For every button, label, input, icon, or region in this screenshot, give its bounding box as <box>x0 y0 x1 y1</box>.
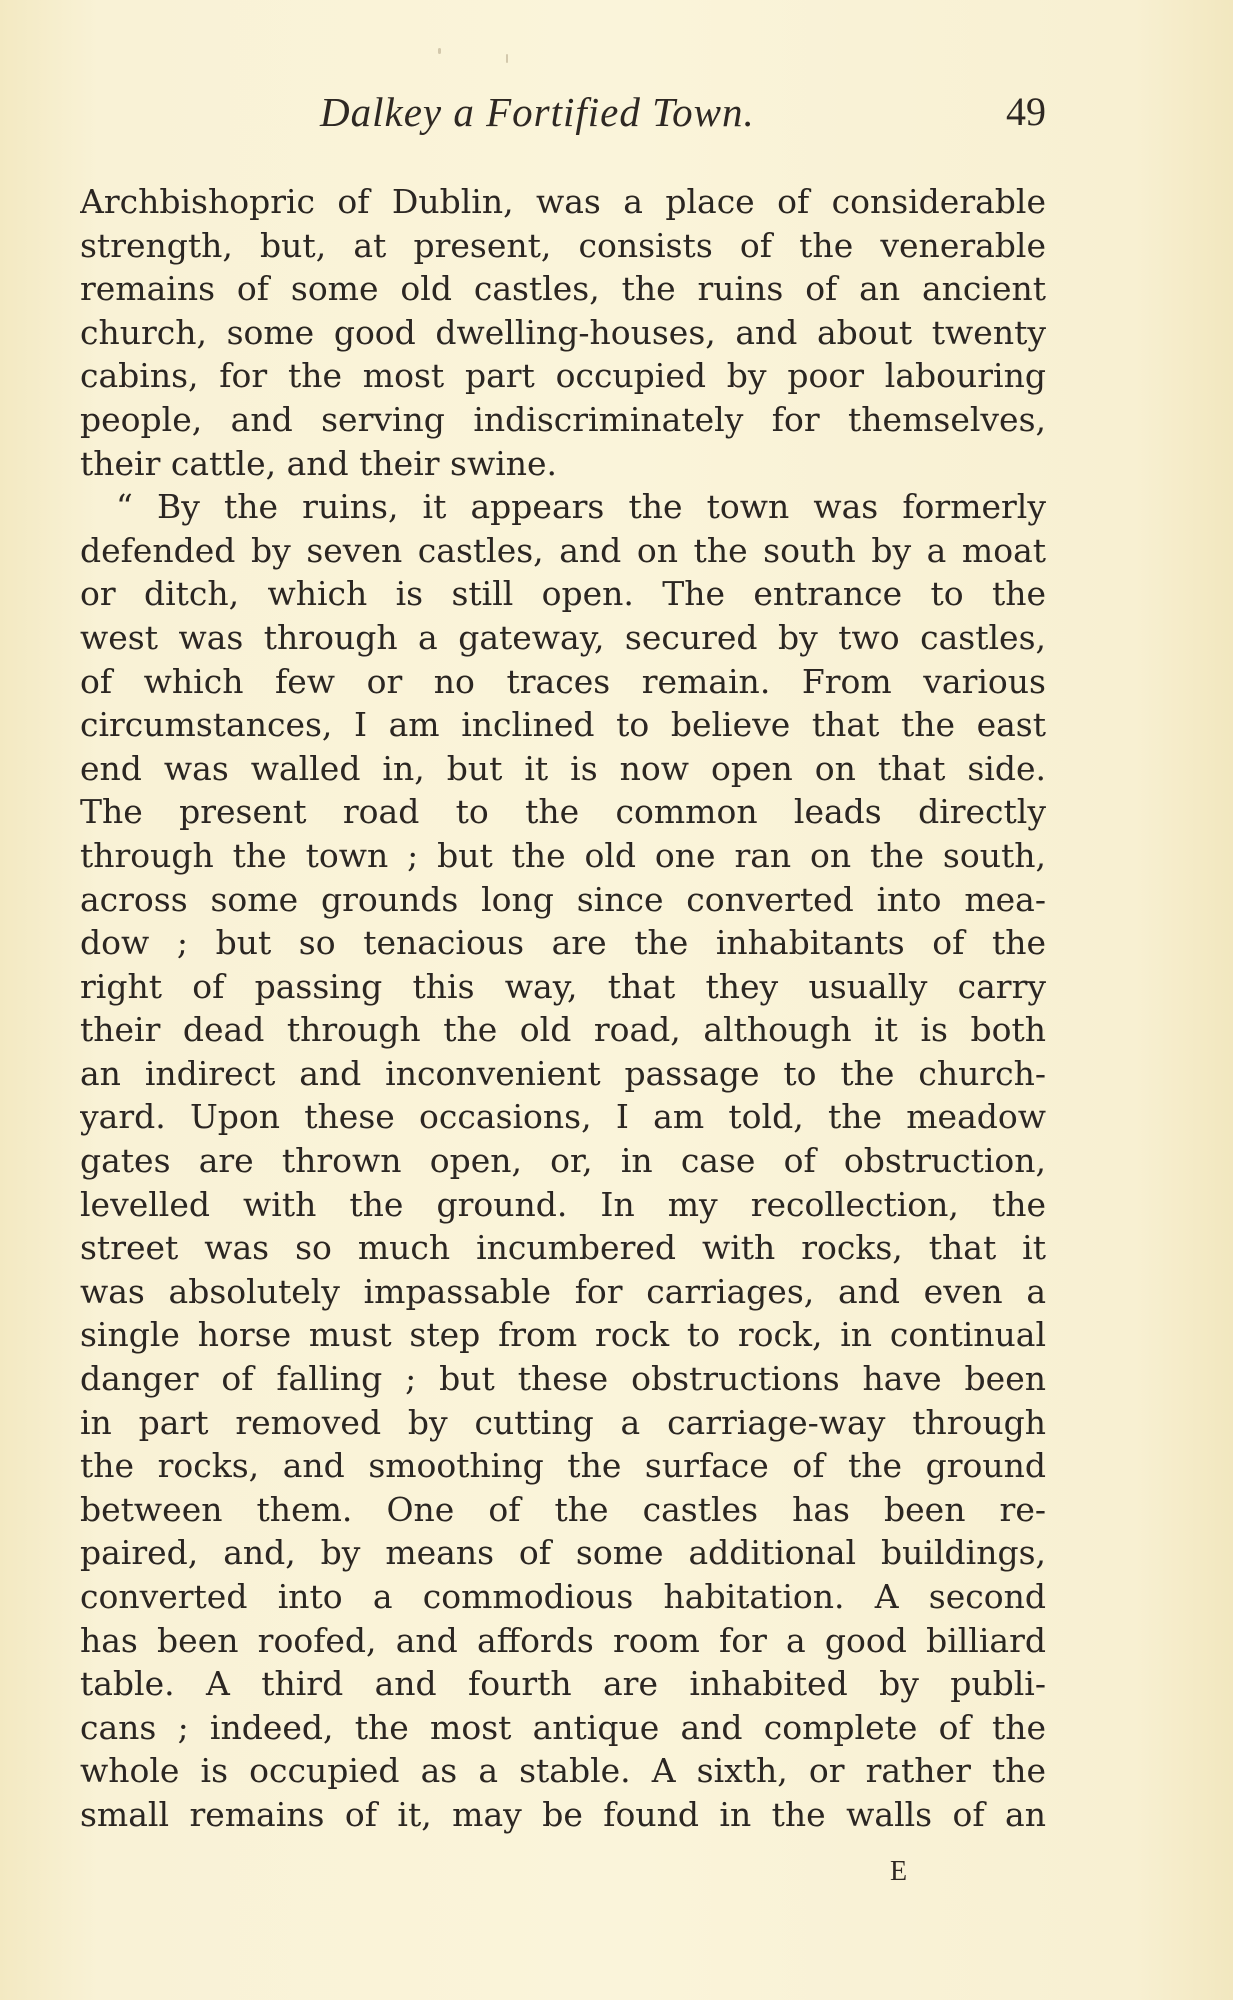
text-line: The present road to the common leads directly <box>80 792 1046 832</box>
text-line: converted into a commodious habitation. A second <box>80 1577 1046 1616</box>
text-line: Archbishopric of Dublin, was a place of considerable <box>80 182 1046 221</box>
text-line: of which few or no traces remain. From various <box>80 661 1046 701</box>
text-line: right of passing this way, that they usually carry <box>80 966 1046 1006</box>
text-line: strength, but, at present, consists of the venerable <box>80 225 1046 265</box>
text-line: end was walled in, but it is now open on that side. <box>80 748 1046 788</box>
text-line: church, some good dwelling-houses, and about twenty <box>80 312 1046 352</box>
text-line: defended by seven castles, and on the south by a moat <box>80 530 1046 570</box>
text-line: the rocks, and smoothing the surface of the ground <box>80 1446 1046 1486</box>
text-line: gates are thrown open, or, in case of obstruction, <box>80 1141 1046 1181</box>
text-line: or ditch, which is still open. The entrance to the <box>80 574 1046 614</box>
text-line: west was through a gateway, secured by two castles, <box>80 617 1046 657</box>
text-line: cabins, for the most part occupied by poor labouring <box>80 356 1046 396</box>
text-line: street was so much incumbered with rocks, that it <box>80 1228 1046 1268</box>
text-line: danger of falling ; but these obstructions have been <box>80 1359 1046 1399</box>
text-line: small remains of it, may be found in the walls of an <box>80 1794 1046 1834</box>
text-line: was absolutely impassable for carriages, and even a <box>80 1271 1046 1311</box>
text-line: levelled with the ground. In my recollection, the <box>80 1184 1046 1224</box>
paper-speck <box>438 48 441 54</box>
text-line: through the town ; but the old one ran on the south, <box>80 835 1046 875</box>
text-line: circumstances, I am inclined to believe that the east <box>80 705 1046 745</box>
text-line: remains of some old castles, the ruins of an ancient <box>80 269 1046 309</box>
text-line: between them. One of the castles has been re- <box>80 1489 1046 1529</box>
text-line: “ By the ruins, it appears the town was formerly <box>116 487 1046 527</box>
text-line: has been roofed, and affords room for a good billiard <box>80 1620 1046 1660</box>
text-line: an indirect and inconvenient passage to the church- <box>80 1053 1046 1093</box>
signature-mark: E <box>890 1856 910 1887</box>
text-line: people, and serving indiscriminately for themselves, <box>80 399 1046 439</box>
text-line: whole is occupied as a stable. A sixth, or rather the <box>80 1751 1046 1791</box>
text-line: in part removed by cutting a carriage-way through <box>80 1402 1046 1442</box>
running-head <box>80 88 1046 138</box>
text-line: their cattle, and their swine. <box>80 443 558 483</box>
page-number: 49 <box>1006 89 1046 134</box>
body-text <box>80 180 1046 1837</box>
text-line: their dead through the old road, although it is both <box>80 1010 1046 1050</box>
text-line: across some grounds long since converted into mea- <box>80 879 1046 919</box>
running-title: Dalkey a Fortified Town. <box>320 89 755 135</box>
text-line: single horse must step from rock to rock, in continual <box>80 1315 1046 1355</box>
text-line: paired, and, by means of some additional buildings, <box>80 1533 1046 1573</box>
text-line: dow ; but so tenacious are the inhabitants of the <box>80 923 1046 963</box>
text-line: table. A third and fourth are inhabited by publi- <box>80 1664 1046 1704</box>
paper-speck <box>506 54 508 63</box>
text-line: yard. Upon these occasions, I am told, the meadow <box>80 1097 1046 1137</box>
text-line: cans ; indeed, the most antique and complete of the <box>80 1707 1046 1747</box>
